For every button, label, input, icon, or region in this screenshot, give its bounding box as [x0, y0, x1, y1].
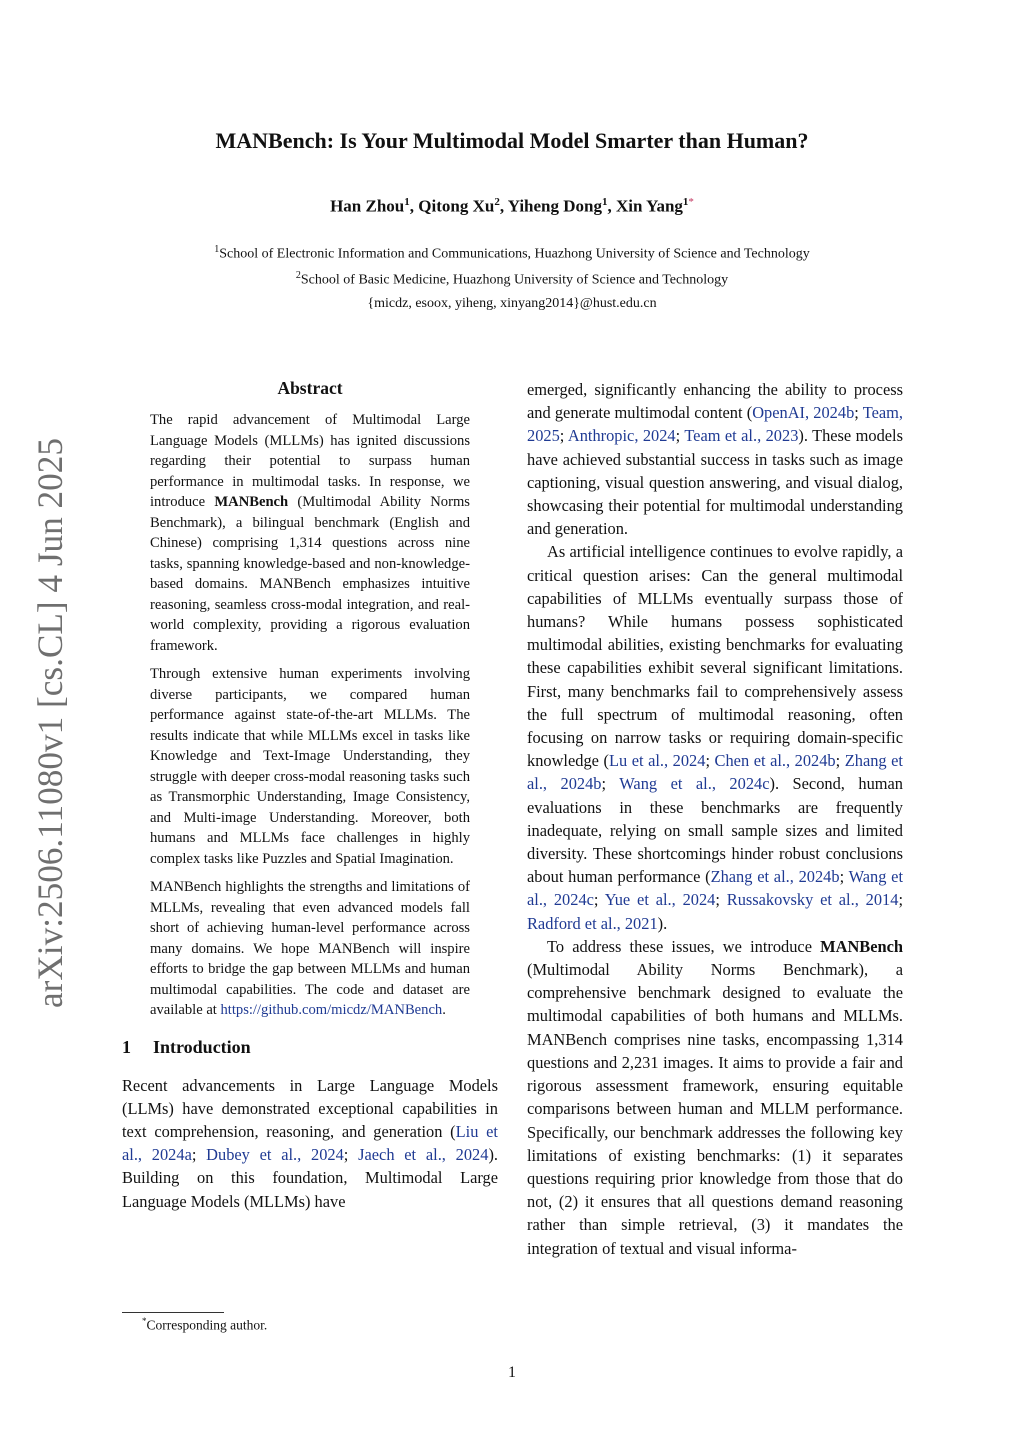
- intro-body-left: [122, 1074, 498, 1213]
- author-affil-mark: 1: [602, 196, 608, 208]
- benchmark-name: MANBench: [820, 936, 903, 956]
- footnote-mark: *: [142, 1316, 147, 1326]
- citation-link[interactable]: Zhang et al., 2024b: [710, 867, 840, 887]
- citation-link[interactable]: Chen et al., 2024b: [714, 751, 836, 771]
- abstract-paragraph: MANBench highlights the strengths and limitations of MLLMs, revealing that even advanced models fall short of achieving human-level performance across many domains. We hope MANBench will inspire efforts to bridge the gap between MLLMs and human multimodal capabilities. The code and dataset are available at https://github.com/micdz/MANBench.: [150, 879, 470, 1018]
- abstract-body: [122, 410, 498, 1021]
- abstract-paragraph: Through extensive human experiments involving diverse participants, we compared human performance against state-of-the-art MLLMs. The results indicate that while MLLMs excel in tasks like Knowledge and Text-Image Understanding, they struggle with deeper cross-modal reasoning tasks such as Transmorphic Understanding, Image Consistency, and Multi-image Understanding. Moreover, both humans and MLLMs face challenges in highly complex tasks like Puzzles and Spatial Imagination.: [150, 666, 470, 867]
- author-name: Han Zhou: [330, 196, 405, 216]
- footnote-rule: [122, 1312, 224, 1313]
- citation-link[interactable]: Radford et al., 2021: [527, 913, 658, 933]
- section-number: 1: [122, 1036, 131, 1057]
- benchmark-name: MANBench: [214, 494, 289, 510]
- affiliation: [0, 270, 1024, 289]
- author-name: Xin Yang: [616, 196, 683, 216]
- right-column: [527, 378, 903, 1260]
- citation-link[interactable]: Liu et al., 2024a: [122, 1121, 498, 1165]
- arxiv-id: arXiv:2506.11080v1 [cs.CL] 4 Jun 2025: [30, 436, 70, 1008]
- left-column: [122, 378, 498, 1213]
- page-number: 1: [508, 1364, 516, 1381]
- section-title: Introduction: [153, 1036, 251, 1057]
- citation-link[interactable]: Yue et al., 2024: [604, 890, 716, 910]
- body-paragraph: emerged, significantly enhancing the ability to process and generate multimodal content (OpenAI, 2024b; Team, 2025; Anthropic, 2024; Team et al., 2023). These models have achieved substantial success in tasks such as image captioning, visual question answering, and visual dialog, showcasing their potential for multimodal understanding and generation.: [527, 380, 903, 539]
- affiliation-number: 2: [295, 270, 301, 281]
- citation-link[interactable]: Lu et al., 2024: [608, 751, 706, 771]
- citation-link[interactable]: Anthropic, 2024: [567, 426, 676, 446]
- corresponding-mark[interactable]: *: [688, 196, 694, 208]
- arxiv-stamp: [8, 436, 78, 1012]
- github-link[interactable]: https://github.com/micdz/MANBench: [220, 1002, 443, 1018]
- footnote-text: Corresponding author.: [146, 1317, 268, 1333]
- affiliation-text: School of Basic Medicine, Huazhong University of Science and Technology: [300, 272, 729, 288]
- author-affil-mark: 1: [682, 196, 689, 208]
- author-affil-mark: 2: [494, 196, 500, 208]
- body-paragraph: As artificial intelligence continues to evolve rapidly, a critical question arises: Can the general multimodal capabilities of MLLMs eventually surpass those of humans? While humans possess sophisticated multimodal abilities, existing benchmarks for evaluating these capabilities exhibit several significant limitations. First, many benchmarks fail to comprehensively assess the full spectrum of multimodal reasoning, often focusing on narrow tasks or requiring domain-specific knowledge (Lu et al., 2024; Chen et al., 2024b; Zhang et al., 2024b; Wang et al., 2024c). Second, human evaluations in these benchmarks are frequently inadequate, relying on small sample sizes and limited diversity. These shortcomings hinder robust conclusions about human performance (Zhang et al., 2024b; Wang et al., 2024c; Yue et al., 2024; Russakovsky et al., 2014; Radford et al., 2021).: [527, 542, 904, 933]
- author-name: Yiheng Dong: [507, 196, 602, 216]
- citation-link[interactable]: Dubey et al., 2024: [206, 1145, 344, 1165]
- abstract-paragraph: The rapid advancement of Multimodal Large Language Models (MLLMs) has ignited discussions regarding their potential to surpass human performance in multimodal tasks. In response, we introduce MANBench (Multimodal Ability Norms Benchmark), a bilingual benchmark (English and Chinese) comprising 1,314 questions across nine tasks, spanning knowledge-based and non-knowledge-based domains. MANBench emphasizes intuitive reasoning, seamless cross-modal integration, and real-world complexity, providing a rigorous evaluation framework.: [150, 412, 470, 654]
- citation-link[interactable]: Russakovsky et al., 2014: [726, 890, 899, 910]
- citation-link[interactable]: Zhang et al., 2024b: [527, 751, 903, 794]
- affiliation-text: School of Electronic Information and Communications, Huazhong University of Science and Technology: [219, 246, 810, 262]
- affiliation: [0, 244, 1024, 263]
- citation-link[interactable]: Wang et al., 2024c: [527, 867, 904, 910]
- abstract-heading: Abstract: [277, 378, 343, 398]
- body-paragraph: To address these issues, we introduce MANBench (Multimodal Ability Norms Benchmark), a comprehensive benchmark designed to evaluate the multimodal capabilities of both humans and MLLMs. MANBench comprises nine tasks, encompassing 1,314 questions and 2,231 images. It aims to provide a fair and rigorous assessment framework, ensuring equitable comparisons between human and MLLM performance. Specifically, our benchmark addresses the following key limitations of existing benchmarks: (1) it separates questions requiring prior knowledge from those that do not, (2) it ensures that all questions demand reasoning rather than simple retrieval, (3) it mandates the integration of textual and visual informa-: [527, 936, 903, 1258]
- paper-title: MANBench: Is Your Multimodal Model Smarter than Human?: [215, 128, 809, 153]
- citation-link[interactable]: Team, 2025: [527, 403, 903, 446]
- citation-link[interactable]: OpenAI, 2024b: [752, 403, 855, 423]
- citation-link[interactable]: Team et al., 2023: [684, 426, 799, 446]
- author-affil-mark: 1: [404, 196, 410, 208]
- citation-link[interactable]: Wang et al., 2024c: [619, 774, 770, 794]
- citation-link[interactable]: Jaech et al., 2024: [358, 1145, 489, 1165]
- body-paragraph: Recent advancements in Large Language Models (LLMs) have demonstrated exceptional capabilities in text comprehension, reasoning, and generation (Liu et al., 2024a; Dubey et al., 2024; Jaech et al., 2024). Building on this foundation, Multimodal Large Language Models (MLLMs) have: [122, 1075, 499, 1211]
- affiliation-number: 1: [214, 244, 220, 255]
- author-name: Qitong Xu: [418, 196, 495, 216]
- author-list: Han Zhou$^1$, Qitong Xu$^2$, Yiheng Dong$^1$, Xin Yang$^{1*}$: [330, 196, 694, 216]
- section-heading: [122, 1037, 498, 1058]
- footnote: [142, 1316, 267, 1334]
- intro-body-right: [527, 378, 903, 1260]
- author-emails: {micdz, esoox, yiheng, xinyang2014}@hust.edu.cn: [367, 296, 657, 311]
